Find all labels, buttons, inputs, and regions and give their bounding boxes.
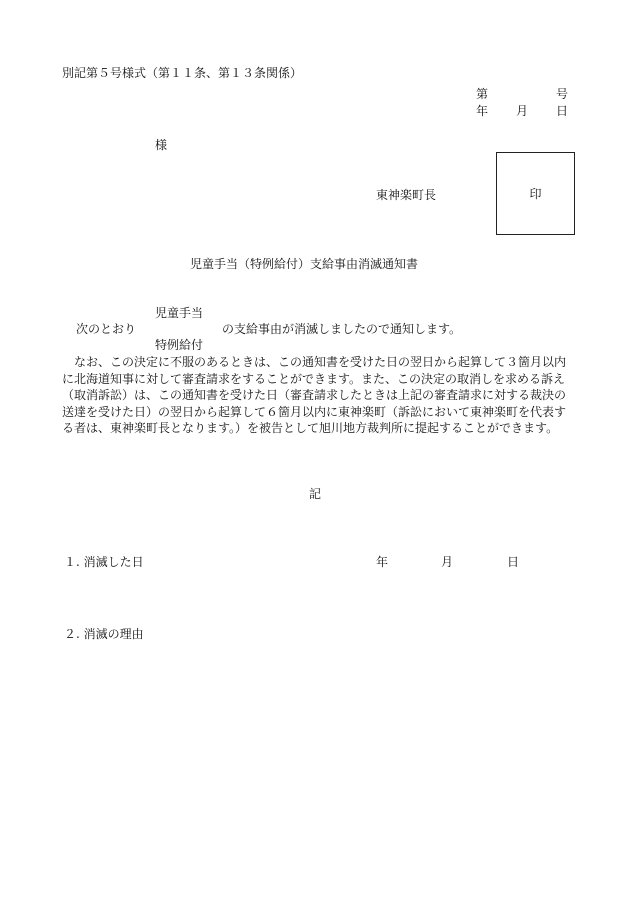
doc-number-prefix: 第 <box>476 87 489 101</box>
date-day: 日 <box>556 104 569 118</box>
appeal-notice: なお、この決定に不服のあるときは、この通知書を受けた日の翌日から起算して３箇月以内に北海道知事に対して審査請求をすることができます。また、この決定の取消しを求める訴え（取消訴訟）は、この通知書を受けた日（審査請求したときは上記の審査請求に対する裁決の送達を受けた日）の翌日から起算して６箇月以内に東神楽町（訴訟において東神楽町を代表する者は、東神楽町長となります。）を被告として旭川地方裁判所に提起することができます。 <box>62 355 567 435</box>
seal-label: 印 <box>529 187 542 201</box>
lead-text: 次のとおり <box>76 322 137 336</box>
seal-box <box>496 152 575 235</box>
form-header: 別記第５号様式（第１１条、第１３条関係） <box>62 66 303 80</box>
date-year: 年 <box>476 104 489 118</box>
allowance-type-lower: 特例給付 <box>155 338 204 352</box>
document-title: 児童手当（特例給付）支給事由消滅通知書 <box>190 257 419 271</box>
date-month: 月 <box>516 104 529 118</box>
item-1-year: 年 <box>376 555 389 569</box>
item-1-day: 日 <box>507 555 520 569</box>
item-1-month: 月 <box>441 555 454 569</box>
ki-heading: 記 <box>309 487 322 501</box>
main-sentence: の支給事由が消滅しましたので通知します。 <box>222 322 462 336</box>
item-label-2: ２. 消滅の理由 <box>64 627 144 641</box>
addressee-suffix: 様 <box>155 138 168 152</box>
doc-number-suffix: 号 <box>556 87 569 101</box>
item-label-1: １. 消滅した日 <box>64 555 144 569</box>
allowance-type-upper: 児童手当 <box>155 306 204 320</box>
issuer-name: 東神楽町長 <box>376 188 437 202</box>
